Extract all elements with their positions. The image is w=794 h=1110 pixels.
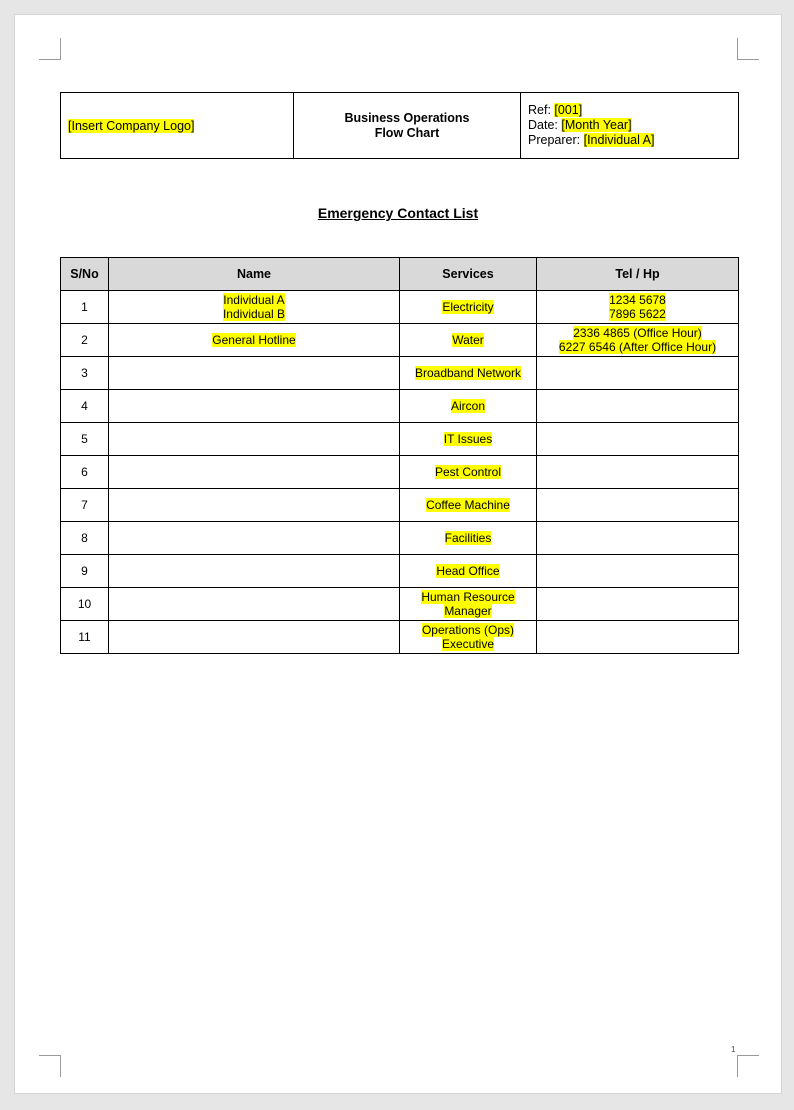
logo-cell — [61, 93, 294, 159]
service-cell-text: Executive — [441, 637, 495, 651]
service-cell-text: Head Office — [436, 564, 500, 578]
service-cell-text: Operations (Ops) — [421, 623, 515, 637]
service-cell-line — [400, 432, 536, 446]
name-cell — [109, 489, 400, 522]
sno-cell-line — [61, 630, 108, 644]
name-cell — [109, 588, 400, 621]
sno-cell — [61, 324, 109, 357]
name-cell-text: General Hotline — [212, 333, 296, 347]
sno-cell-line — [61, 564, 108, 578]
service-cell-line — [400, 564, 536, 578]
service-cell — [400, 456, 537, 489]
sno-cell — [61, 555, 109, 588]
page-number: 1 — [731, 1045, 736, 1054]
service-cell-line — [400, 498, 536, 512]
sno-cell-text: 7 — [81, 498, 88, 512]
service-cell — [400, 555, 537, 588]
sno-cell-line — [61, 498, 108, 512]
table-row — [61, 588, 739, 621]
sno-cell — [61, 588, 109, 621]
sno-cell-line — [61, 366, 108, 380]
service-cell-line — [400, 333, 536, 347]
table-row — [61, 621, 739, 654]
sno-cell — [61, 522, 109, 555]
sno-cell-text: 8 — [81, 531, 88, 545]
service-cell — [400, 324, 537, 357]
service-cell-text: Pest Control — [434, 465, 502, 479]
service-cell-line — [400, 465, 536, 479]
service-cell-text: Aircon — [450, 399, 485, 413]
service-cell — [400, 423, 537, 456]
tel-cell-line — [537, 293, 738, 307]
logo-placeholder: [Insert Company Logo] — [68, 118, 195, 133]
sno-cell-text: 9 — [81, 564, 88, 578]
sno-cell-text: 3 — [81, 366, 88, 380]
sno-cell-text: 11 — [78, 630, 91, 644]
tel-cell — [537, 588, 739, 621]
title-cell — [294, 93, 521, 159]
table-row — [61, 390, 739, 423]
tel-cell-text: 1234 5678 — [609, 293, 666, 307]
service-cell-text: Water — [452, 333, 484, 347]
crop-mark-bottom-left — [39, 1055, 61, 1077]
crop-mark-top-right — [737, 38, 759, 60]
document-page — [15, 15, 781, 1093]
name-cell-text: Individual B — [222, 307, 286, 321]
name-cell — [109, 423, 400, 456]
crop-mark-bottom-right — [737, 1055, 759, 1077]
service-cell-text: Electricity — [442, 300, 494, 314]
tel-cell — [537, 489, 739, 522]
tel-cell-line — [537, 307, 738, 321]
sno-cell-line — [61, 300, 108, 314]
sno-cell-line — [61, 432, 108, 446]
service-cell-line — [400, 637, 536, 651]
preparer-value: [Individual A] — [583, 133, 655, 147]
table-row — [61, 489, 739, 522]
service-cell-text: Human Resource — [421, 590, 515, 604]
sno-cell — [61, 489, 109, 522]
table-row — [61, 456, 739, 489]
tel-cell — [537, 324, 739, 357]
table-body — [61, 291, 739, 654]
crop-mark-top-left — [39, 38, 61, 60]
service-cell-line — [400, 623, 536, 637]
tel-cell — [537, 357, 739, 390]
tel-cell — [537, 621, 739, 654]
service-cell-line — [400, 604, 536, 618]
service-cell-line — [400, 399, 536, 413]
table-row — [61, 522, 739, 555]
preparer-label: Preparer: — [528, 133, 581, 147]
title-line-2: Flow Chart — [374, 125, 440, 140]
table-row — [61, 555, 739, 588]
sno-cell — [61, 621, 109, 654]
name-cell — [109, 522, 400, 555]
sno-cell-text: 6 — [81, 465, 88, 479]
service-cell — [400, 621, 537, 654]
service-cell — [400, 489, 537, 522]
column-header-name: Name — [109, 258, 400, 291]
service-cell — [400, 291, 537, 324]
sno-cell — [61, 357, 109, 390]
tel-cell-text: 6227 6546 (After Office Hour) — [558, 340, 717, 354]
sno-cell-text: 1 — [81, 300, 88, 314]
sno-cell-line — [61, 531, 108, 545]
service-cell — [400, 588, 537, 621]
service-cell-text: Manager — [444, 604, 492, 618]
name-cell-line — [109, 293, 399, 307]
tel-cell — [537, 423, 739, 456]
column-header-sno: S/No — [61, 258, 109, 291]
name-cell — [109, 621, 400, 654]
sno-cell — [61, 456, 109, 489]
sno-cell-line — [61, 465, 108, 479]
sno-cell-line — [61, 399, 108, 413]
sno-cell-line — [61, 597, 108, 611]
sno-cell — [61, 390, 109, 423]
name-cell-line — [109, 333, 399, 347]
table-row — [61, 357, 739, 390]
sno-cell — [61, 291, 109, 324]
table-row — [61, 324, 739, 357]
contact-table — [60, 257, 739, 654]
table-row — [61, 423, 739, 456]
document-header-table — [60, 92, 739, 159]
ref-value: [001] — [554, 103, 583, 117]
service-cell-line — [400, 531, 536, 545]
ref-label: Ref: — [528, 103, 551, 117]
tel-cell-text: 2336 4865 (Office Hour) — [573, 326, 702, 340]
service-cell-text: IT Issues — [443, 432, 493, 446]
service-cell-line — [400, 366, 536, 380]
name-cell — [109, 390, 400, 423]
tel-cell-line — [537, 326, 738, 340]
service-cell-line — [400, 300, 536, 314]
sno-cell-text: 4 — [81, 399, 88, 413]
tel-cell-line — [537, 340, 738, 354]
tel-cell — [537, 555, 739, 588]
ref-line — [528, 103, 738, 118]
table-header-row — [61, 258, 739, 291]
column-header-services: Services — [400, 258, 537, 291]
list-title: Emergency Contact List — [317, 205, 479, 221]
service-cell-text: Coffee Machine — [426, 498, 510, 512]
sno-cell — [61, 423, 109, 456]
name-cell — [109, 291, 400, 324]
service-cell-text: Facilities — [444, 531, 492, 545]
name-cell — [109, 555, 400, 588]
name-cell — [109, 456, 400, 489]
date-value: [Month Year] — [561, 118, 632, 132]
tel-cell — [537, 390, 739, 423]
name-cell — [109, 357, 400, 390]
sno-cell-line — [61, 333, 108, 347]
tel-cell — [537, 456, 739, 489]
column-header-tel: Tel / Hp — [537, 258, 739, 291]
table-row — [61, 291, 739, 324]
tel-cell-text: 7896 5622 — [609, 307, 666, 321]
title-line-1: Business Operations — [344, 110, 470, 125]
date-label: Date: — [528, 118, 558, 132]
tel-cell — [537, 291, 739, 324]
sno-cell-text: 2 — [81, 333, 88, 347]
service-cell — [400, 390, 537, 423]
name-cell-text: Individual A — [223, 293, 285, 307]
service-cell-text: Broadband Network — [414, 366, 522, 380]
sno-cell-text: 10 — [77, 597, 92, 611]
preparer-line — [528, 133, 738, 148]
meta-cell — [521, 93, 739, 159]
service-cell — [400, 522, 537, 555]
service-cell-line — [400, 590, 536, 604]
service-cell — [400, 357, 537, 390]
date-line — [528, 118, 738, 133]
sno-cell-text: 5 — [81, 432, 88, 446]
name-cell — [109, 324, 400, 357]
tel-cell — [537, 522, 739, 555]
name-cell-line — [109, 307, 399, 321]
